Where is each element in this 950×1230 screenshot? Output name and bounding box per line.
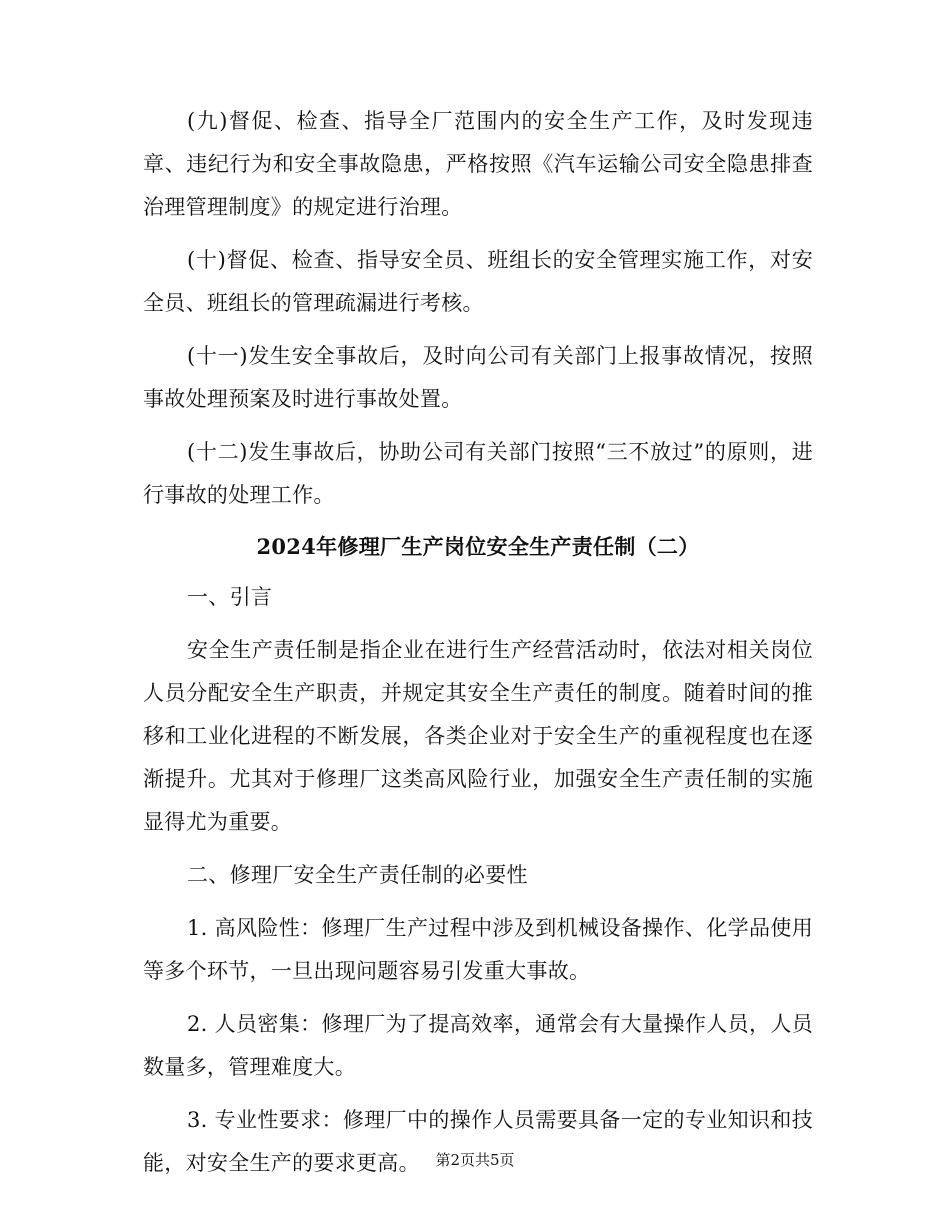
paragraph-item-10: (十)督促、检查、指导安全员、班组长的安全管理实施工作，对安全员、班组长的管理疏漏进行考核。	[143, 248, 813, 315]
paragraph-item-9: (九)督促、检查、指导全厂范围内的安全生产工作，及时发现违章、违纪行为和安全事故隐患，严格按照《汽车运输公司安全隐患排查治理管理制度》的规定进行治理。	[143, 109, 813, 219]
heading-necessity: 二、修理厂安全生产责任制的必要性	[187, 863, 528, 887]
list-item-high-risk: 1. 高风险性：修理厂生产过程中涉及到机械设备操作、化学品使用等多个环节，一旦出现问题容易引发重大事故。	[143, 916, 813, 983]
section-title: 2024年修理厂生产岗位安全生产责任制（二）	[256, 534, 700, 559]
list-item-dense-staff: 2. 人员密集：修理厂为了提高效率，通常会有大量操作人员，人员数量多，管理难度大。	[143, 1012, 813, 1079]
list-item-professional: 3. 专业性要求：修理厂中的操作人员需要具备一定的专业知识和技能，对安全生产的要求更高。	[143, 1108, 813, 1175]
paragraph-item-12: (十二)发生事故后，协助公司有关部门按照“三不放过”的原则，进行事故的处理工作。	[143, 440, 813, 507]
paragraph-item-11: (十一)发生安全事故后，及时向公司有关部门上报事故情况，按照事故处理预案及时进行事故处置。	[143, 344, 813, 411]
page-number: 第2页共5页	[435, 1151, 515, 1169]
heading-introduction: 一、引言	[187, 585, 273, 609]
document-body	[143, 100, 813, 1195]
paragraph-introduction: 安全生产责任制是指企业在进行生产经营活动时，依法对相关岗位人员分配安全生产职责，并规定其安全生产责任的制度。随着时间的推移和工业化进程的不断发展，各类企业对于安全生产的重视程度也在逐渐提升。尤其对于修理厂这类高风险行业，加强安全生产责任制的实施显得尤为重要。	[143, 638, 813, 834]
